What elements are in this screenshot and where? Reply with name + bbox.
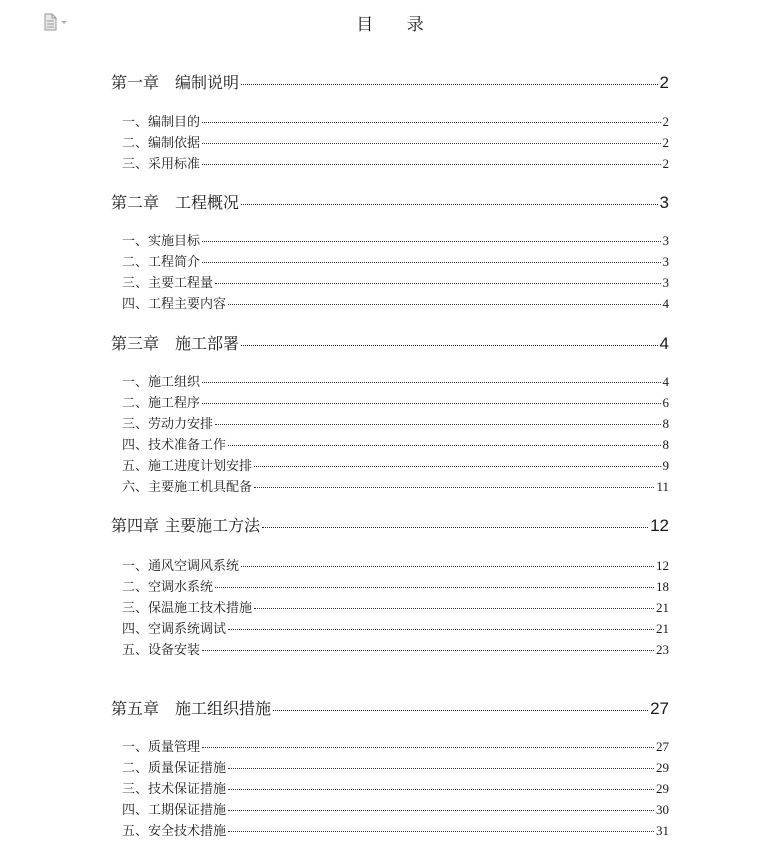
toc-chapter-entry[interactable] — [111, 70, 669, 92]
toc-section-entry-page-number: 30 — [656, 802, 669, 817]
dot-leader — [202, 262, 660, 263]
dot-leader — [254, 487, 654, 488]
dot-leader — [202, 143, 660, 144]
toc-section-entry-label: 五、设备安装 — [122, 643, 201, 658]
toc-section-entry-page-number: 21 — [656, 621, 669, 636]
toc-section-entry[interactable] — [122, 476, 669, 494]
dot-leader — [202, 747, 654, 748]
toc-section-entry-label: 三、保温施工技术措施 — [122, 601, 253, 616]
dot-leader — [228, 445, 660, 446]
toc-section-entry-label: 四、技术准备工作 — [122, 438, 227, 453]
toc-section-entry[interactable] — [122, 736, 669, 754]
dot-leader — [228, 629, 654, 630]
dot-leader — [254, 608, 654, 609]
toc-section-entry-page-number: 18 — [656, 579, 669, 594]
dot-leader — [241, 566, 654, 567]
toc-chapter-entry-page-number: 2 — [659, 73, 669, 92]
toc-chapter-entry[interactable] — [111, 513, 669, 535]
dot-leader — [228, 789, 654, 790]
toc-chapter-entry[interactable] — [111, 190, 669, 212]
toc-section-entry[interactable] — [122, 639, 669, 657]
toc-section-entry[interactable] — [122, 371, 669, 389]
dot-leader — [202, 382, 660, 383]
toc-section-entry[interactable] — [122, 111, 669, 129]
toc-section-entry-page-number: 8 — [662, 416, 669, 431]
toc-section-entry[interactable] — [122, 778, 669, 796]
toc-section-entry-label: 四、空调系统调试 — [122, 622, 227, 637]
dot-leader — [273, 710, 648, 711]
toc-section-entry[interactable] — [122, 272, 669, 290]
toc-section-entry-label: 二、空调水系统 — [122, 580, 214, 595]
toc-section-entry[interactable] — [122, 251, 669, 269]
toc-chapter-entry-page-number: 3 — [659, 193, 669, 212]
toc-section-entry-label: 四、工期保证措施 — [122, 803, 227, 818]
toc-section-entry-page-number: 29 — [656, 781, 669, 796]
toc-section-entry-label: 一、编制目的 — [122, 115, 201, 130]
dot-leader — [202, 403, 660, 404]
dot-leader — [241, 345, 658, 346]
toc-section-entry[interactable] — [122, 413, 669, 431]
toc-chapter-entry-label: 第五章 施工组织措施 — [111, 699, 272, 718]
toc-section-entry[interactable] — [122, 153, 669, 171]
dot-leader — [254, 466, 660, 467]
toc-section-entry-page-number: 3 — [662, 275, 669, 290]
toc-section-entry[interactable] — [122, 820, 669, 838]
toc-section-entry-label: 一、通风空调风系统 — [122, 559, 240, 574]
dot-leader — [241, 204, 658, 205]
toc-section-entry-label: 二、编制依据 — [122, 136, 201, 151]
dot-leader — [202, 164, 660, 165]
toc-section-entry-label: 四、工程主要内容 — [122, 297, 227, 312]
toc-section-entry-page-number: 2 — [662, 114, 669, 129]
toc-section-entry-label: 三、技术保证措施 — [122, 782, 227, 797]
toc-chapter-entry-label: 第一章 编制说明 — [111, 73, 240, 92]
toc-section-entry-page-number: 2 — [662, 156, 669, 171]
dot-leader — [202, 122, 660, 123]
toc-section-entry-page-number: 21 — [656, 600, 669, 615]
toc-section-entry[interactable] — [122, 576, 669, 594]
dot-leader — [215, 587, 654, 588]
toc-chapter-entry-label: 第二章 工程概况 — [111, 193, 240, 212]
toc-section-entry-label: 六、主要施工机具配备 — [122, 480, 253, 495]
dot-leader — [228, 831, 654, 832]
toc-section-entry-page-number: 31 — [656, 823, 669, 838]
toc-section-entry[interactable] — [122, 799, 669, 817]
toc-chapter-entry[interactable] — [111, 331, 669, 353]
toc-section-entry-label: 五、施工进度计划安排 — [122, 459, 253, 474]
toc-section-entry[interactable] — [122, 230, 669, 248]
toc-section-entry-page-number: 27 — [656, 739, 669, 754]
toc-section-entry[interactable] — [122, 757, 669, 775]
toc-section-entry-label: 三、劳动力安排 — [122, 417, 214, 432]
toc-section-entry-page-number: 3 — [662, 233, 669, 248]
toc-section-entry[interactable] — [122, 392, 669, 410]
toc-chapter-entry-label: 第三章 施工部署 — [111, 334, 240, 353]
toc-section-entry-page-number: 8 — [662, 437, 669, 452]
toc-section-entry-page-number: 12 — [656, 558, 669, 573]
toc-section-entry-page-number: 4 — [662, 296, 669, 311]
toc-section-entry-label: 二、工程简介 — [122, 255, 201, 270]
toc-section-entry[interactable] — [122, 555, 669, 573]
toc-chapter-entry-page-number: 4 — [659, 334, 669, 353]
toc-section-entry[interactable] — [122, 455, 669, 473]
toc-chapter-entry-page-number: 27 — [650, 699, 669, 718]
toc-section-entry-label: 二、施工程序 — [122, 396, 201, 411]
toc-section-entry-label: 三、采用标准 — [122, 157, 201, 172]
toc-section-entry-page-number: 2 — [662, 135, 669, 150]
toc-section-entry-label: 五、安全技术措施 — [122, 824, 227, 839]
toc-section-entry-page-number: 4 — [662, 374, 669, 389]
dot-leader — [241, 84, 658, 85]
dot-leader — [202, 241, 660, 242]
toc-section-entry-page-number: 29 — [656, 760, 669, 775]
toc-section-entry[interactable] — [122, 597, 669, 615]
toc-section-entry[interactable] — [122, 293, 669, 311]
dot-leader — [215, 424, 660, 425]
toc-section-entry-label: 一、实施目标 — [122, 234, 201, 249]
dot-leader — [228, 768, 654, 769]
toc-section-entry[interactable] — [122, 132, 669, 150]
toc-section-entry-page-number: 6 — [662, 395, 669, 410]
toc-chapter-entry-page-number: 12 — [650, 516, 669, 535]
toc-section-entry-label: 三、主要工程量 — [122, 276, 214, 291]
toc-section-entry[interactable] — [122, 618, 669, 636]
toc-section-entry-page-number: 23 — [656, 642, 669, 657]
dot-leader — [202, 650, 654, 651]
toc-section-entry-page-number: 11 — [656, 479, 669, 494]
toc-section-entry-label: 一、施工组织 — [122, 375, 201, 390]
toc-chapter-entry[interactable] — [111, 696, 669, 718]
toc-section-entry-label: 二、质量保证措施 — [122, 761, 227, 776]
toc-section-entry-label: 一、质量管理 — [122, 740, 201, 755]
toc-section-entry-page-number: 9 — [662, 458, 669, 473]
page-title: 目 录 — [356, 15, 438, 35]
toc-section-entry[interactable] — [122, 434, 669, 452]
table-of-contents — [111, 0, 669, 844]
dot-leader — [228, 810, 654, 811]
toc-section-entry-page-number: 3 — [662, 254, 669, 269]
dot-leader — [228, 304, 660, 305]
dot-leader — [215, 283, 660, 284]
dot-leader — [262, 527, 648, 528]
toc-chapter-entry-label: 第四章 主要施工方法 — [111, 516, 261, 535]
